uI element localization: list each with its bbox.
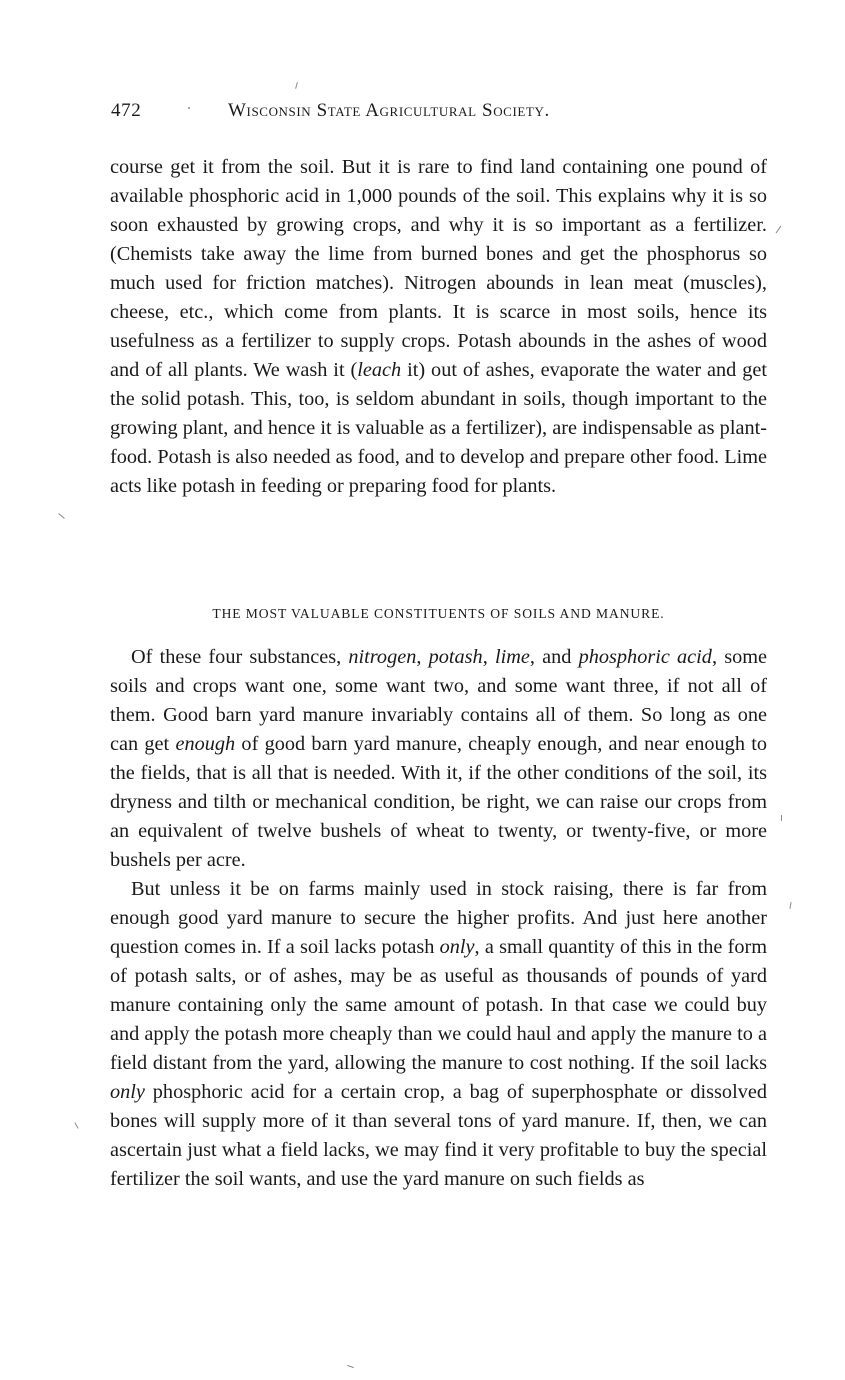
text-run: , some soils and crops want one, some want two, and some want three, if not all of them. Good barn yard manure invariably contains all of them. So long as one can get	[110, 646, 768, 755]
text-run: Of these four substances,	[131, 646, 349, 668]
page-number: 472	[111, 100, 142, 121]
text-run: course get it from the soil. But it is rare to find land containing one pound of available phosphoric acid in 1,000 pounds of the soil. This explains why it is so soon exhausted by growing crops, and why it is so important as a fertilizer. (Chemists take away the lime from burned bones and get the phosphorus so much used for friction matches). Nitrogen abounds in lean meat (muscles), cheese, etc., which come from plants. It is scarce in most soils, hence its usefulness as a fertilizer to supply crops. Potash abounds in the ashes of wood and of all plants. We wash it (	[110, 156, 767, 381]
section-body	[110, 643, 767, 1194]
scan-speck	[781, 815, 782, 821]
text-run: of good barn yard manure, cheaply enough, and near enough to the fields, that is all that is needed. With it, if the other conditions of the soil, its dryness and tilth or mechanical condition, be right, we can raise our crops from an equivalent of twelve bushels of wheat to twenty, or twenty-five, or more bushels per acre.	[110, 733, 768, 871]
italic-term: enough	[175, 733, 236, 755]
italic-term: potash	[428, 646, 483, 668]
italic-term: only	[439, 936, 475, 958]
scan-speck	[295, 82, 298, 89]
scan-speck	[347, 1365, 354, 1368]
paragraph-3	[110, 875, 767, 1194]
scan-speck	[58, 513, 65, 519]
italic-term: only	[110, 1081, 145, 1103]
text-run: ,	[482, 646, 495, 668]
text-run: But unless it be on farms mainly used in stock raising, there is far from enough good yard manure to secure the higher profits. And just here another question comes in. If a soil lacks potash	[110, 878, 767, 958]
italic-term: lime	[494, 646, 530, 668]
running-head	[111, 100, 771, 130]
italic-term: nitrogen	[348, 646, 417, 668]
running-title: Wisconsin State Agricultural Society.	[228, 100, 550, 121]
italic-term: phosphoric acid	[578, 646, 712, 668]
italic-term: leach	[357, 359, 402, 381]
text-run: , a small quantity of this in the form of potash salts, or of ashes, may be as useful as thousands of pounds of yard manure containing only the same amount of potash. In that case we could buy and apply the potash more cheaply than we could haul and apply the manure to a field distant from the yard, allowing the manure to cost nothing. If the soil lacks	[110, 936, 767, 1074]
text-run: , and	[529, 646, 579, 668]
paragraph-1	[110, 153, 767, 501]
text-run: phosphoric acid for a certain crop, a bag of superphosphate or dissolved bones will supply more of it than several tons of yard manure. If, then, we can ascertain just what a field lacks, we may find it very profitable to buy the special fertilizer the soil wants, and use the yard manure on such fields as	[110, 1081, 767, 1190]
scan-speck	[188, 107, 190, 109]
text-run: ,	[416, 646, 429, 668]
section-heading: THE MOST VALUABLE CONSTITUENTS OF SOILS AND MANURE.	[212, 606, 665, 621]
paragraph-continued	[110, 153, 767, 501]
scan-speck	[74, 1122, 78, 1129]
scan-speck	[789, 902, 791, 909]
text-run: it) out of ashes, evaporate the water and get the solid potash. This, too, is seldom abundant in soils, though important to the growing plant, and hence it is valuable as a fertilizer), are indispensable as plant-food. Potash is also needed as food, and to develop and prepare other food. Lime acts like potash in feeding or preparing food for plants.	[110, 359, 767, 497]
scan-speck	[776, 226, 782, 234]
paragraph-2	[110, 643, 767, 875]
